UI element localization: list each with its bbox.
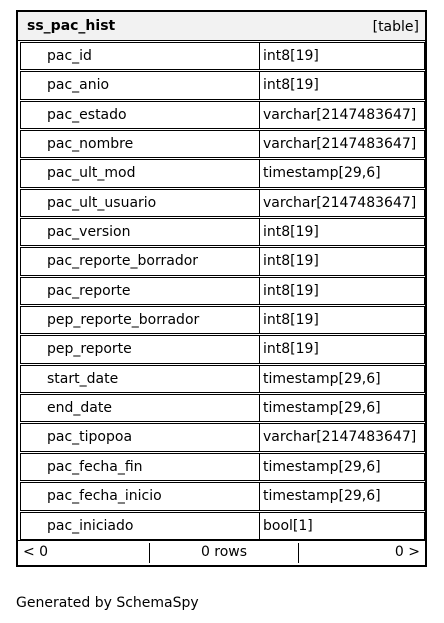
column-row[interactable] <box>18 364 425 393</box>
child-count[interactable]: 0 > <box>394 544 420 560</box>
column-name[interactable]: start_date <box>20 365 260 393</box>
column-name[interactable]: pac_anio <box>20 71 260 99</box>
column-type: int8[19] <box>259 218 425 246</box>
column-name[interactable]: pep_reporte_borrador <box>20 306 260 334</box>
column-type: timestamp[29,6] <box>259 482 425 510</box>
column-type: varchar[2147483647] <box>259 423 425 451</box>
column-type: bool[1] <box>259 512 425 540</box>
column-name[interactable]: pac_id <box>20 42 260 70</box>
column-name[interactable]: pac_iniciado <box>20 512 260 540</box>
table-name[interactable]: ss_pac_hist <box>27 18 116 34</box>
column-name[interactable]: pep_reporte <box>20 335 260 363</box>
column-type: int8[19] <box>259 42 425 70</box>
column-row[interactable] <box>18 334 425 363</box>
row-count: 0 rows <box>200 544 248 560</box>
column-type: varchar[2147483647] <box>259 130 425 158</box>
column-name[interactable]: end_date <box>20 394 260 422</box>
column-type: int8[19] <box>259 306 425 334</box>
column-name[interactable]: pac_reporte <box>20 277 260 305</box>
parent-count[interactable]: < 0 <box>23 544 49 560</box>
column-type: timestamp[29,6] <box>259 394 425 422</box>
column-list <box>18 41 425 540</box>
column-name[interactable]: pac_ult_mod <box>20 159 260 187</box>
column-row[interactable] <box>18 276 425 305</box>
column-type: int8[19] <box>259 335 425 363</box>
column-name[interactable]: pac_estado <box>20 101 260 129</box>
column-name[interactable]: pac_fecha_fin <box>20 453 260 481</box>
column-row[interactable] <box>18 129 425 158</box>
column-row[interactable] <box>18 217 425 246</box>
column-type: varchar[2147483647] <box>259 189 425 217</box>
column-type: int8[19] <box>259 277 425 305</box>
column-name[interactable]: pac_reporte_borrador <box>20 247 260 275</box>
column-name[interactable]: pac_version <box>20 218 260 246</box>
footer-divider <box>298 543 299 563</box>
generated-by-credit: Generated by SchemaSpy <box>16 595 199 611</box>
column-type: timestamp[29,6] <box>259 365 425 393</box>
column-name[interactable]: pac_ult_usuario <box>20 189 260 217</box>
column-row[interactable] <box>18 305 425 334</box>
column-name[interactable]: pac_fecha_inicio <box>20 482 260 510</box>
column-row[interactable] <box>18 422 425 451</box>
table-footer <box>18 540 425 565</box>
column-row[interactable] <box>18 100 425 129</box>
column-row[interactable] <box>18 158 425 187</box>
column-type: timestamp[29,6] <box>259 453 425 481</box>
column-row[interactable] <box>18 188 425 217</box>
table-type-label: [table] <box>372 19 419 35</box>
column-name[interactable]: pac_nombre <box>20 130 260 158</box>
column-row[interactable] <box>18 452 425 481</box>
table-header <box>18 12 425 41</box>
column-row[interactable] <box>18 41 425 70</box>
column-name[interactable]: pac_tipopoa <box>20 423 260 451</box>
column-row[interactable] <box>18 70 425 99</box>
column-row[interactable] <box>18 481 425 510</box>
column-type: int8[19] <box>259 247 425 275</box>
column-type: varchar[2147483647] <box>259 101 425 129</box>
column-row[interactable] <box>18 246 425 275</box>
table-node[interactable] <box>16 10 427 567</box>
column-row[interactable] <box>18 393 425 422</box>
column-type: timestamp[29,6] <box>259 159 425 187</box>
column-row[interactable] <box>18 511 425 540</box>
column-type: int8[19] <box>259 71 425 99</box>
